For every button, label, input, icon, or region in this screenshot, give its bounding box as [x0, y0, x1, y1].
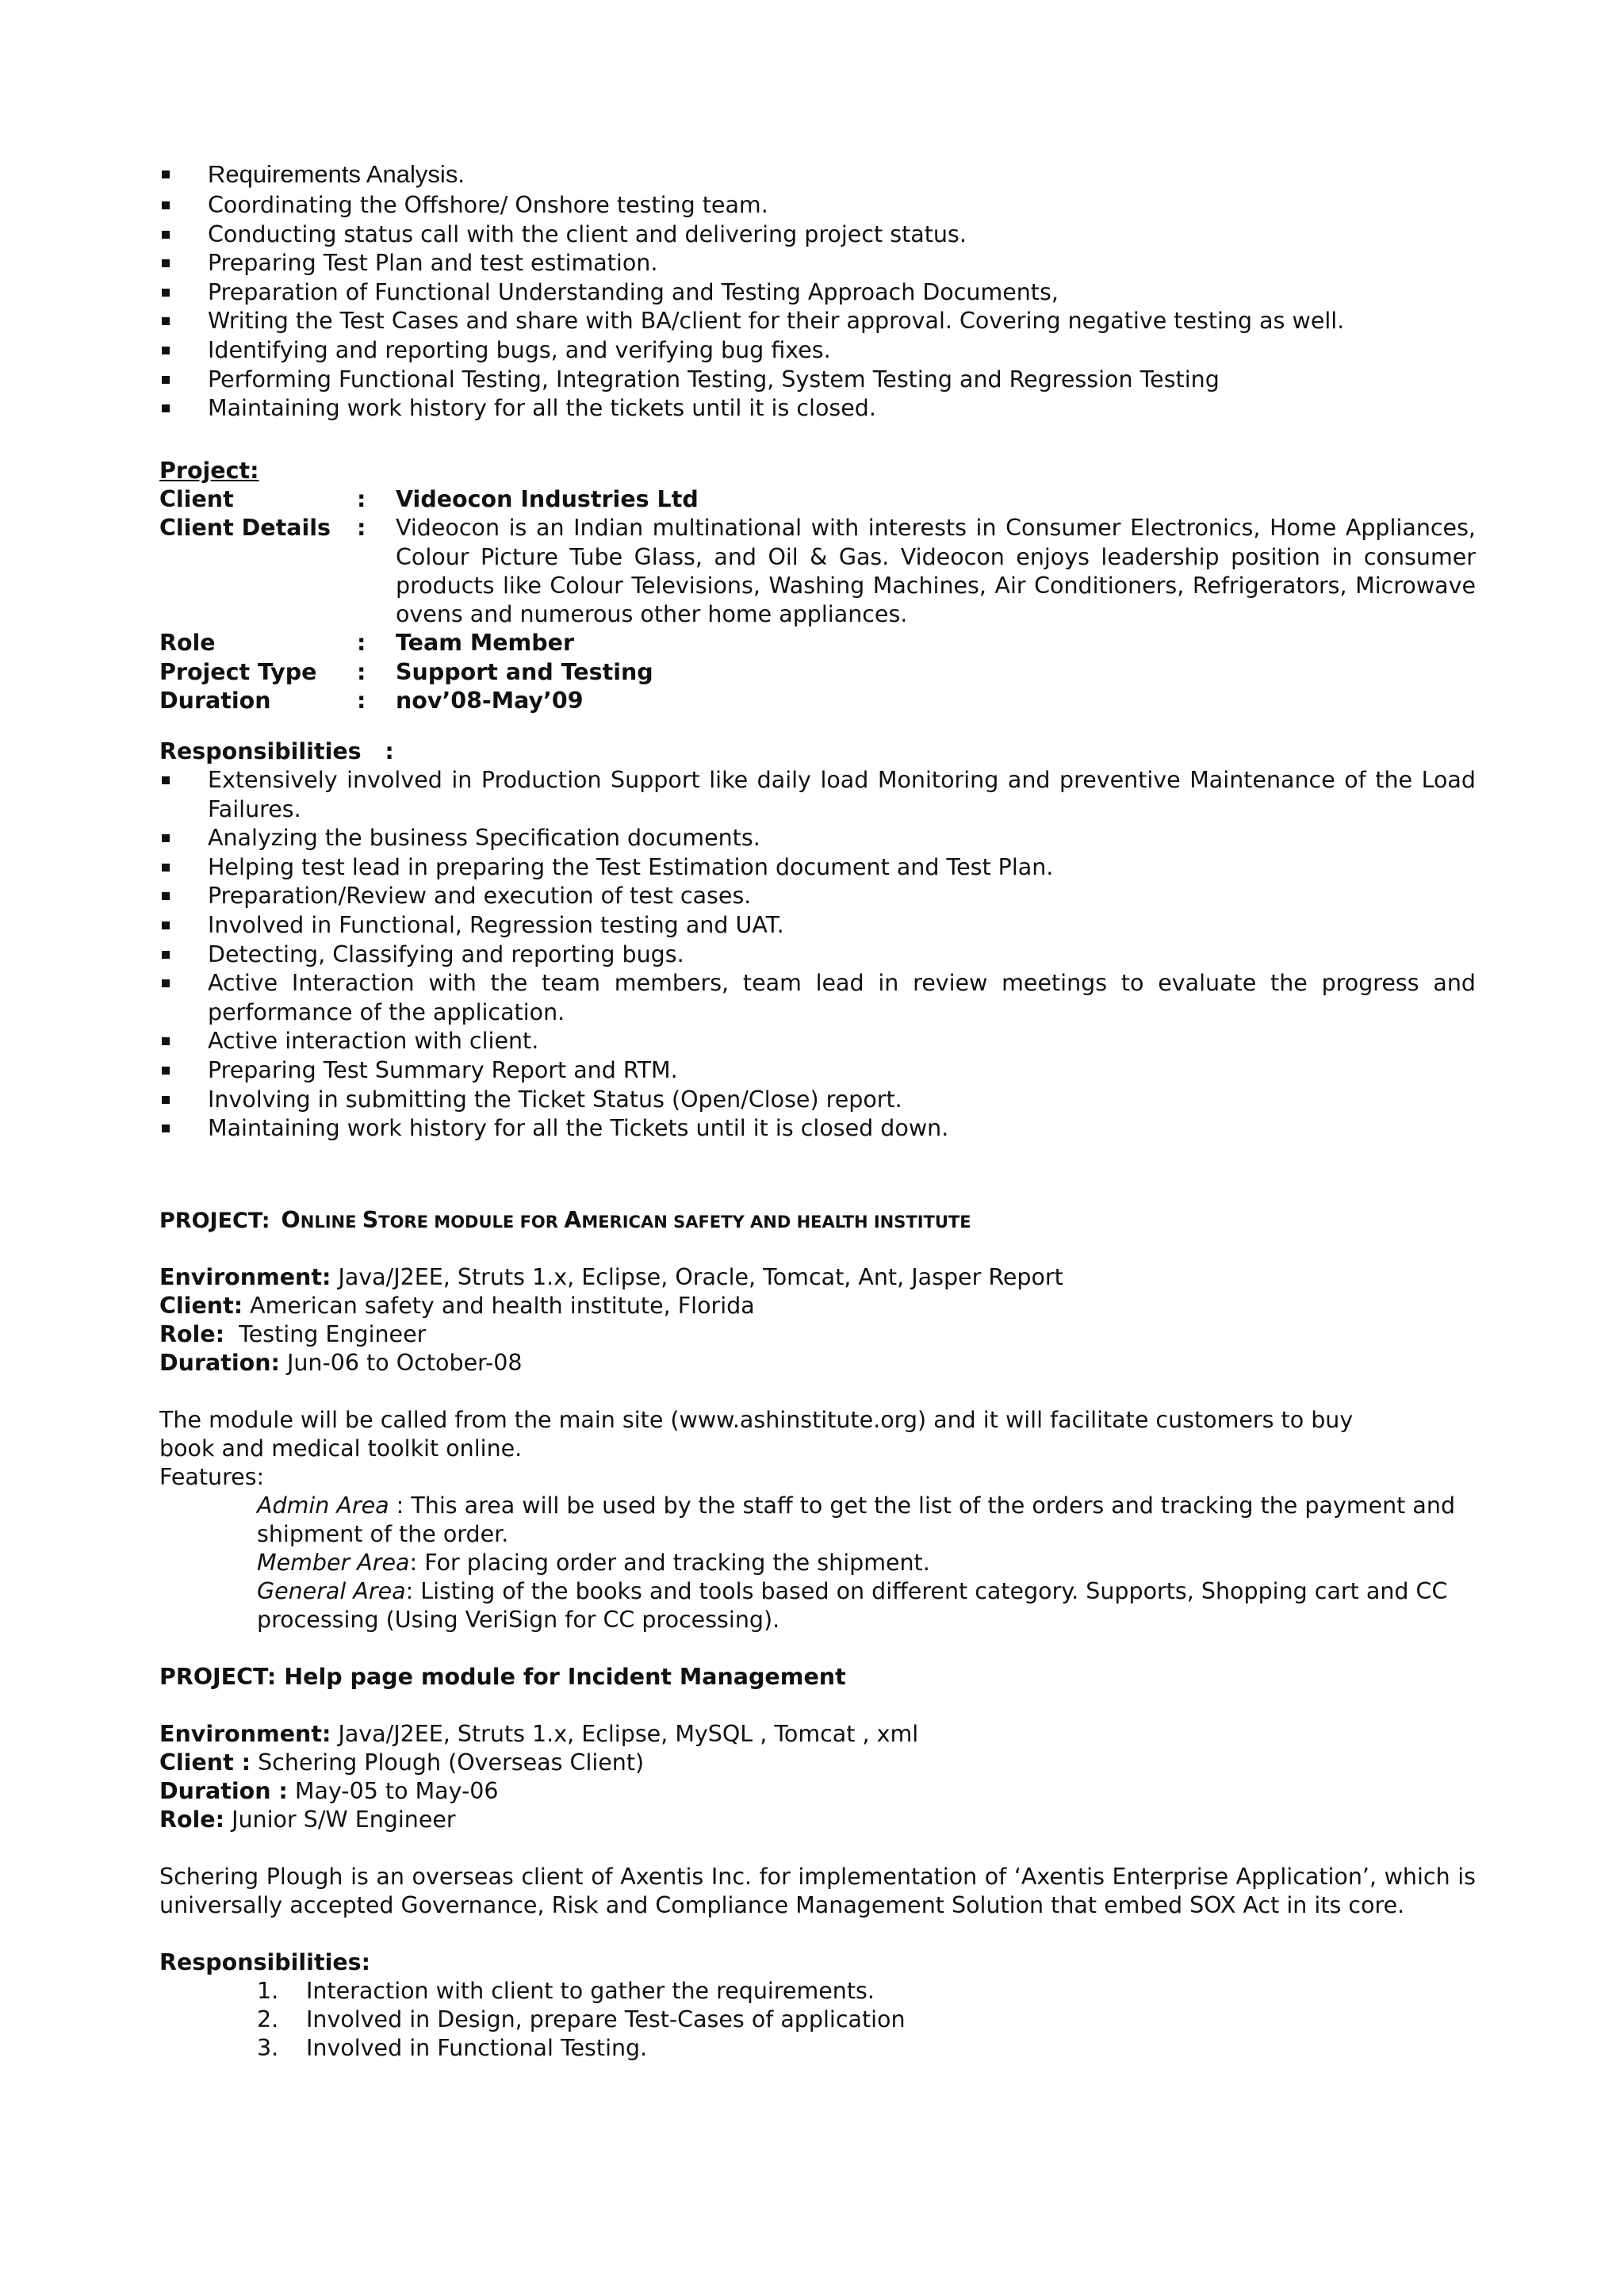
project-title: PROJECT: ONLINE STORE MODULE FOR AMERICAN SAFETY AND HEALTH INSTITUTE [159, 1207, 971, 1233]
square-bullet-icon [162, 259, 170, 267]
square-bullet-icon [162, 1037, 170, 1045]
square-bullet-icon [162, 1125, 170, 1132]
client-line: Client: American safety and health institute, Florida [159, 1293, 755, 1319]
list-item: Maintaining work history for all the Tickets until it is closed down. [159, 1114, 1476, 1144]
project-details [159, 485, 1476, 715]
list-item: Performing Functional Testing, Integration Testing, System Testing and Regression Testing [159, 366, 1476, 395]
client-line: Client : Schering Plough (Overseas Client) [159, 1749, 645, 1776]
features-list [257, 1492, 1476, 1634]
square-bullet-icon [162, 347, 170, 354]
list-item: Extensively involved in Production Support like daily load Monitoring and preventive Maintenance of the Load Failures. [159, 766, 1476, 824]
square-bullet-icon [162, 834, 170, 842]
list-item: Identifying and reporting bugs, and verifying bug fixes. [159, 336, 1476, 366]
square-bullet-icon [162, 979, 170, 987]
list-item: Involved in Functional, Regression testing and UAT. [159, 911, 1476, 941]
feature-item: Member Area: For placing order and tracking the shipment. [257, 1550, 930, 1576]
duration-line: Duration: Jun-06 to October-08 [159, 1350, 523, 1376]
project-title: PROJECT: Help page module for Incident Management [159, 1664, 846, 1690]
list-item: Writing the Test Cases and share with BA/client for their approval. Covering negative testing as well. [159, 307, 1476, 336]
project-heading: Project: [159, 458, 259, 484]
square-bullet-icon [162, 404, 170, 412]
client-row: Client : Videocon Industries Ltd [159, 486, 699, 512]
list-item: 3. Involved in Functional Testing. [257, 2035, 648, 2061]
list-item: Active interaction with client. [159, 1027, 1476, 1056]
list-item: 2. Involved in Design, prepare Test-Cases of application [257, 2006, 906, 2033]
duration-row: Duration : nov’08-May’09 [159, 688, 584, 715]
feature-item: Admin Area : This area will be used by the staff to get the list of the orders and tracking the payment and shipment of the order. [257, 1492, 1456, 1547]
square-bullet-icon [162, 951, 170, 959]
numbered-responsibilities-list [257, 1977, 1476, 2063]
responsibilities-heading: Responsibilities: [159, 1949, 371, 1975]
list-item: Involving in submitting the Ticket Status (Open/Close) report. [159, 1086, 1476, 1115]
feature-item: General Area: Listing of the books and tools based on different category. Supports, Shopping cart and CC processing (Using VeriSign for CC processing). [257, 1578, 1448, 1633]
duration-line: Duration : May-05 to May-06 [159, 1778, 499, 1804]
list-item: 1. Interaction with client to gather the requirements. [257, 1978, 875, 2004]
project-type-row: Project Type : Support and Testing [159, 658, 653, 685]
list-item: Requirements Analysis. [159, 159, 1476, 191]
square-bullet-icon [162, 1096, 170, 1104]
square-bullet-icon [162, 289, 170, 297]
role-line: Role: Junior S/W Engineer [159, 1806, 456, 1833]
square-bullet-icon [162, 776, 170, 784]
square-bullet-icon [162, 376, 170, 384]
list-item: Detecting, Classifying and reporting bugs. [159, 941, 1476, 970]
list-item: Conducting status call with the client and delivering project status. [159, 220, 1476, 250]
responsibilities-heading: Responsibilities : [159, 738, 394, 764]
list-item: Preparing Test Plan and test estimation. [159, 249, 1476, 278]
list-item: Preparation of Functional Understanding and Testing Approach Documents, [159, 278, 1476, 308]
list-item: Analyzing the business Specification documents. [159, 824, 1476, 853]
square-bullet-icon [162, 864, 170, 872]
square-bullet-icon [162, 317, 170, 325]
square-bullet-icon [162, 921, 170, 929]
square-bullet-icon [162, 170, 170, 178]
top-responsibilities-list [159, 159, 1476, 423]
project-description: Schering Plough is an overseas client of Axentis Inc. for implementation of ‘Axentis Enterprise Application’, which is universally accepted Governance, Risk and Compliance Management Solution that embed SOX Act in its core. [159, 1864, 1476, 1918]
square-bullet-icon [162, 201, 170, 209]
environment-line: Environment: Java/J2EE, Struts 1.x, Eclipse, MySQL , Tomcat , xml [159, 1721, 919, 1747]
list-item: Preparation/Review and execution of test cases. [159, 882, 1476, 911]
list-item: Maintaining work history for all the tickets until it is closed. [159, 394, 1476, 423]
square-bullet-icon [162, 231, 170, 239]
project-description: The module will be called from the main site (www.ashinstitute.org) and it will facilitate customers to buy book and medical toolkit online. [159, 1407, 1354, 1462]
list-item: Active Interaction with the team members, team lead in review meetings to evaluate the progress and performance of the application. [159, 969, 1476, 1027]
role-row: Role : Team Member [159, 630, 575, 657]
client-details-row: Client Details : Videocon is an Indian multinational with interests in Consumer Electronics, Home Appliances, Colour Picture Tube Glass, and Oil & Gas. Videocon enjoys leadership position in consumer products like Colour Televisions, Washing Machines, Air Conditioners, Refrigerators, Microwave ovens and numerous other home appliances. [159, 515, 1476, 628]
list-item: Preparing Test Summary Report and RTM. [159, 1056, 1476, 1086]
list-item: Helping test lead in preparing the Test Estimation document and Test Plan. [159, 853, 1476, 883]
role-line: Role: Testing Engineer [159, 1321, 427, 1347]
environment-line: Environment: Java/J2EE, Struts 1.x, Eclipse, Oracle, Tomcat, Ant, Jasper Report [159, 1264, 1063, 1290]
features-label: Features: [159, 1464, 265, 1490]
square-bullet-icon [162, 892, 170, 900]
square-bullet-icon [162, 1067, 170, 1075]
list-item: Coordinating the Offshore/ Onshore testing team. [159, 191, 1476, 220]
project-responsibilities-list [159, 766, 1476, 1144]
